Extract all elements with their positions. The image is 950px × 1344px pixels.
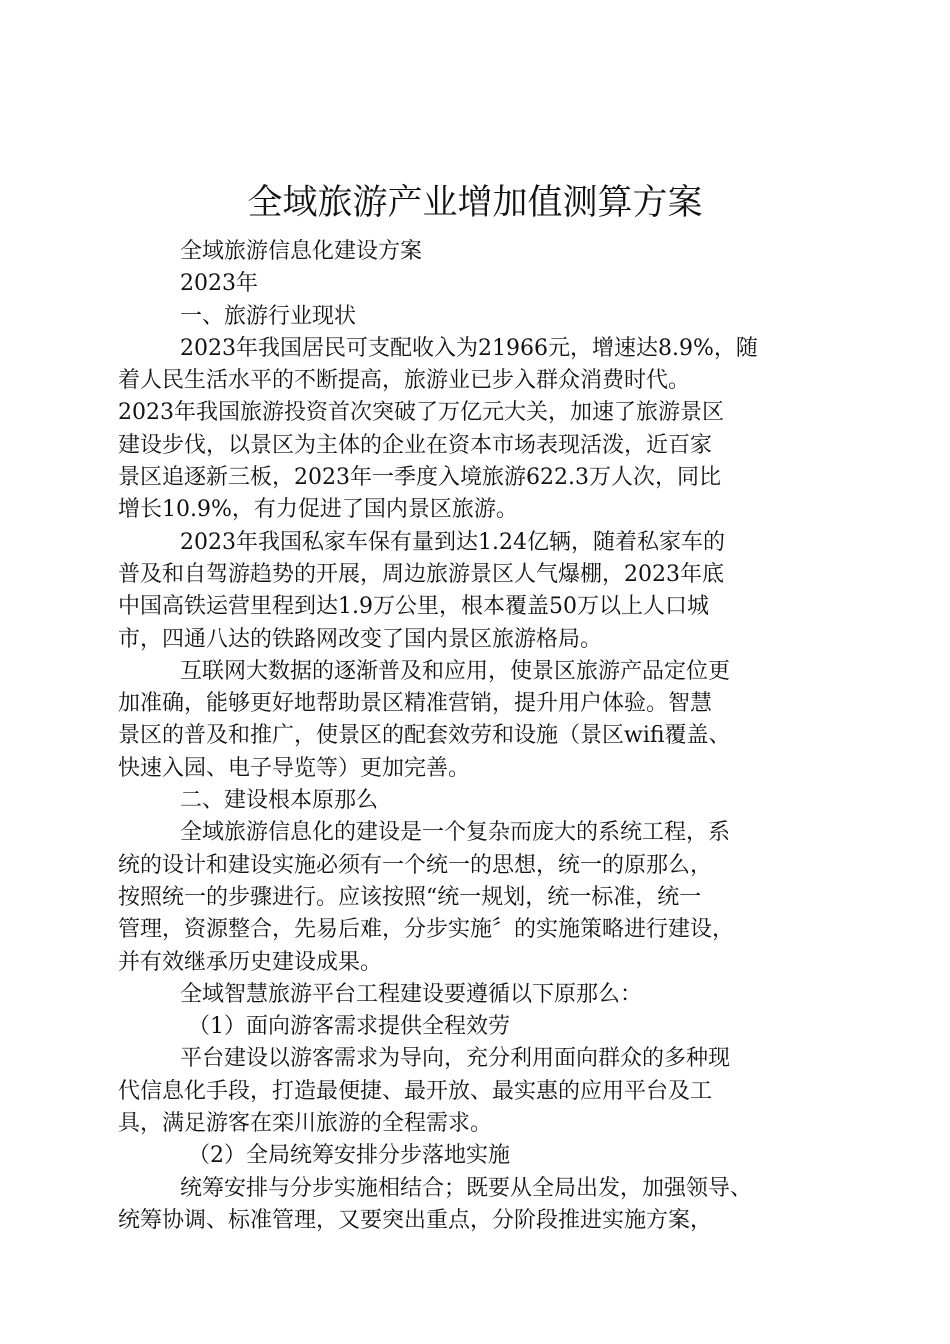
text-line: 2023年我国私家车保有量到达1.24亿辆，随着私家车的 [180, 529, 725, 555]
text-line: 全域旅游信息化建设方案 [180, 239, 423, 264]
text-line: 2023年我国旅游投资首次突破了万亿元大关，加速了旅游景区 [118, 400, 724, 426]
text-line: 快速入园、电子导览等）更加完善。 [118, 755, 471, 781]
text-line: 平台建设以游客需求为导向，充分利用面向群众的多种现 [180, 1046, 731, 1072]
text-line: 管理，资源整合，先易后难，分步实施〞的实施策略进行建设， [118, 917, 735, 943]
text-line: 增长10.9%，有力促进了国内景区旅游。 [118, 497, 518, 523]
text-line: 代信息化手段，打造最便捷、最开放、最实惠的应用平台及工 [118, 1078, 713, 1104]
text-line: 并有效继承历史建设成果。 [118, 949, 383, 975]
page-title: 全域旅游产业增加值测算方案 [247, 183, 703, 223]
text-line: 按照统一的步骤进行。应该按照“统一规划，统一标准，统一 [118, 884, 702, 910]
text-line: 2023年我国居民可支配收入为21966元，增速达8.9%，随 [180, 335, 758, 361]
text-line: 市，四通八达的铁路网改变了国内景区旅游格局。 [118, 626, 603, 652]
text-line: （2）全局统筹安排分步落地实施 [188, 1143, 510, 1169]
text-line: 建设步伐，以景区为主体的企业在资本市场表现活泼，近百家 [118, 432, 713, 458]
text-line: 具，满足游客在栾川旅游的全程需求。 [118, 1111, 493, 1137]
text-line: 全域智慧旅游平台工程建设要遵循以下原那么： [180, 981, 643, 1007]
document-body [118, 236, 858, 1237]
text-line: 统的设计和建设实施必须有一个统一的思想，统一的原那么， [118, 852, 713, 878]
text-line: 互联网大数据的逐渐普及和应用，使景区旅游产品定位更 [180, 658, 731, 684]
text-line: 统筹安排与分步实施相结合；既要从全局出发，加强领导、 [180, 1175, 753, 1201]
text-line: 景区的普及和推广，使景区的配套效劳和设施（景区wifi覆盖、 [118, 723, 731, 749]
text-line: 加准确，能够更好地帮助景区精准营销，提升用户体验。智慧 [118, 691, 713, 717]
text-line: 中国高铁运营里程到达1.9万公里，根本覆盖50万以上人口城 [118, 594, 709, 620]
text-line: 普及和自驾游趋势的开展，周边旅游景区人气爆棚，2023年底 [118, 561, 724, 587]
text-line: （1）面向游客需求提供全程效劳 [188, 1014, 510, 1040]
text-line: 2023年 [180, 271, 258, 297]
text-line: 全域旅游信息化的建设是一个复杂而庞大的系统工程，系 [180, 820, 731, 846]
text-line: 着人民生活水平的不断提高，旅游业已步入群众消费时代。 [118, 368, 691, 394]
text-line: 二、建设根本原那么 [180, 788, 379, 814]
text-line: 一、旅游行业现状 [180, 303, 357, 329]
text-line: 统筹协调、标准管理，又要突出重点，分阶段推进实施方案， [118, 1207, 713, 1233]
text-line: 景区追逐新三板，2023年一季度入境旅游622.3万人次，同比 [118, 465, 721, 491]
